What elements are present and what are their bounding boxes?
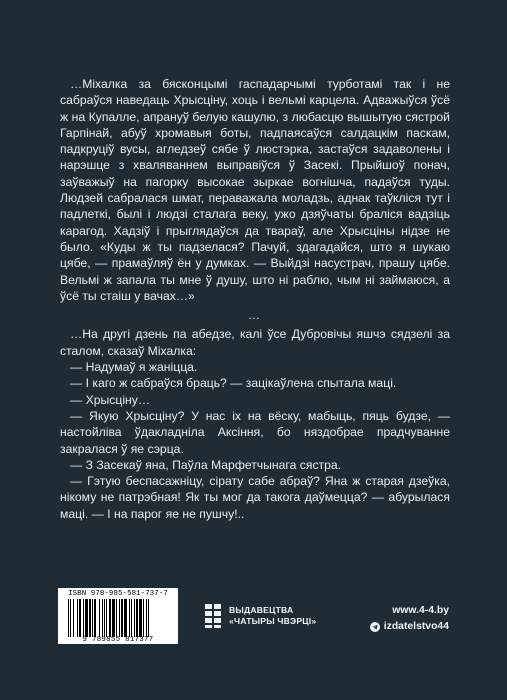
main-text	[60, 76, 450, 522]
contacts	[370, 603, 449, 635]
barcode-icon	[64, 599, 172, 637]
dialog-line-4: — Якую Хрысціну? У нас іх на вёску, мабыць, пяць будзе, — настойліва ўдакладніла Аксіння, бо няздобрае прадчуванне закралася ў яе сэрца.	[60, 408, 450, 456]
dialog-line-6: — Гэтую беспасажніцу, сірату сабе абраў? Яна ж старая дзеўка, нікому не патрэбная! Як ты мог да такога даўмецца? — абурылася маці. — І на парог яе не пушчу!..	[60, 474, 450, 521]
separator: …	[247, 308, 263, 323]
dialog-line-5: — З Засекаў яна, Паўла Марфетчынага сястра.	[70, 457, 342, 472]
barcode-digits: 9 789855 817377	[82, 636, 154, 644]
isbn-barcode	[58, 588, 178, 644]
paragraph-1: …Міхалка за бясконцымі гаспадарчымі турботамі так і не сабраўся наведаць Хрысціну, хоць і вельмі карцела. Адважыўся ўсё ж на Купалле, апрануў белую кашулю, з любасцю вышытую сястрой Гарпінай, абуў хромавыя боты, падпаясаўся салдацкім паскам, падкруціў вусы, агледзеў сябе ў люстэрка, застаўся задаволены і нарэшце з хваляваннем выправіўся ў Засекі. Прыйшоў понач, заўважыў на пагорку высокае зыркае вогнішча, падаўся туды. Людзей сабралася шмат, пераважала моладзь, аднак таўкліся тут і падлеткі, былі і людзі сталага веку, ужо дзяўчаты браліся вадзіць карагод. Хадзіў і прыглядаўся да твараў, але Хрысціны нідзе не было. «Куды ж ты падзелася? Пачуй, здагадайся, што я шукаю цябе, — прамаўляў ён у думках. — Выйдзі насустрач, прашу цябе. Вельмі ж запала ты мне ў душу, што ні раблю, чым ні займаюся, а ўсё ты стаіш у вачах…»	[60, 77, 450, 303]
telegram-icon	[370, 622, 380, 632]
publisher-logo-icon	[203, 602, 223, 630]
isbn-number: ISBN 978-985-581-737-7	[68, 590, 168, 598]
telegram-link[interactable]: izdatelstvo44	[383, 621, 449, 632]
publisher-line-2: «ЧАТЫРЫ ЧВЭРЦІ»	[229, 616, 317, 626]
paragraph-2: …На другі дзень па абедзе, калі ўсе Дубровічы яшчэ сядзелі за сталом, сказаў Міхалка:	[60, 327, 450, 358]
dialog-line-2: — І каго ж сабраўся браць? — зацікаўлена спытала маці.	[70, 376, 397, 391]
publisher-line-1: ВЫДАВЕЦТВА	[229, 605, 294, 615]
dialog-line-3: — Хрысціну…	[70, 392, 151, 407]
dialog-line-1: — Надумаў я жаніцца.	[70, 360, 198, 375]
website-link[interactable]: www.4-4.by	[392, 605, 449, 616]
publisher	[203, 602, 316, 630]
